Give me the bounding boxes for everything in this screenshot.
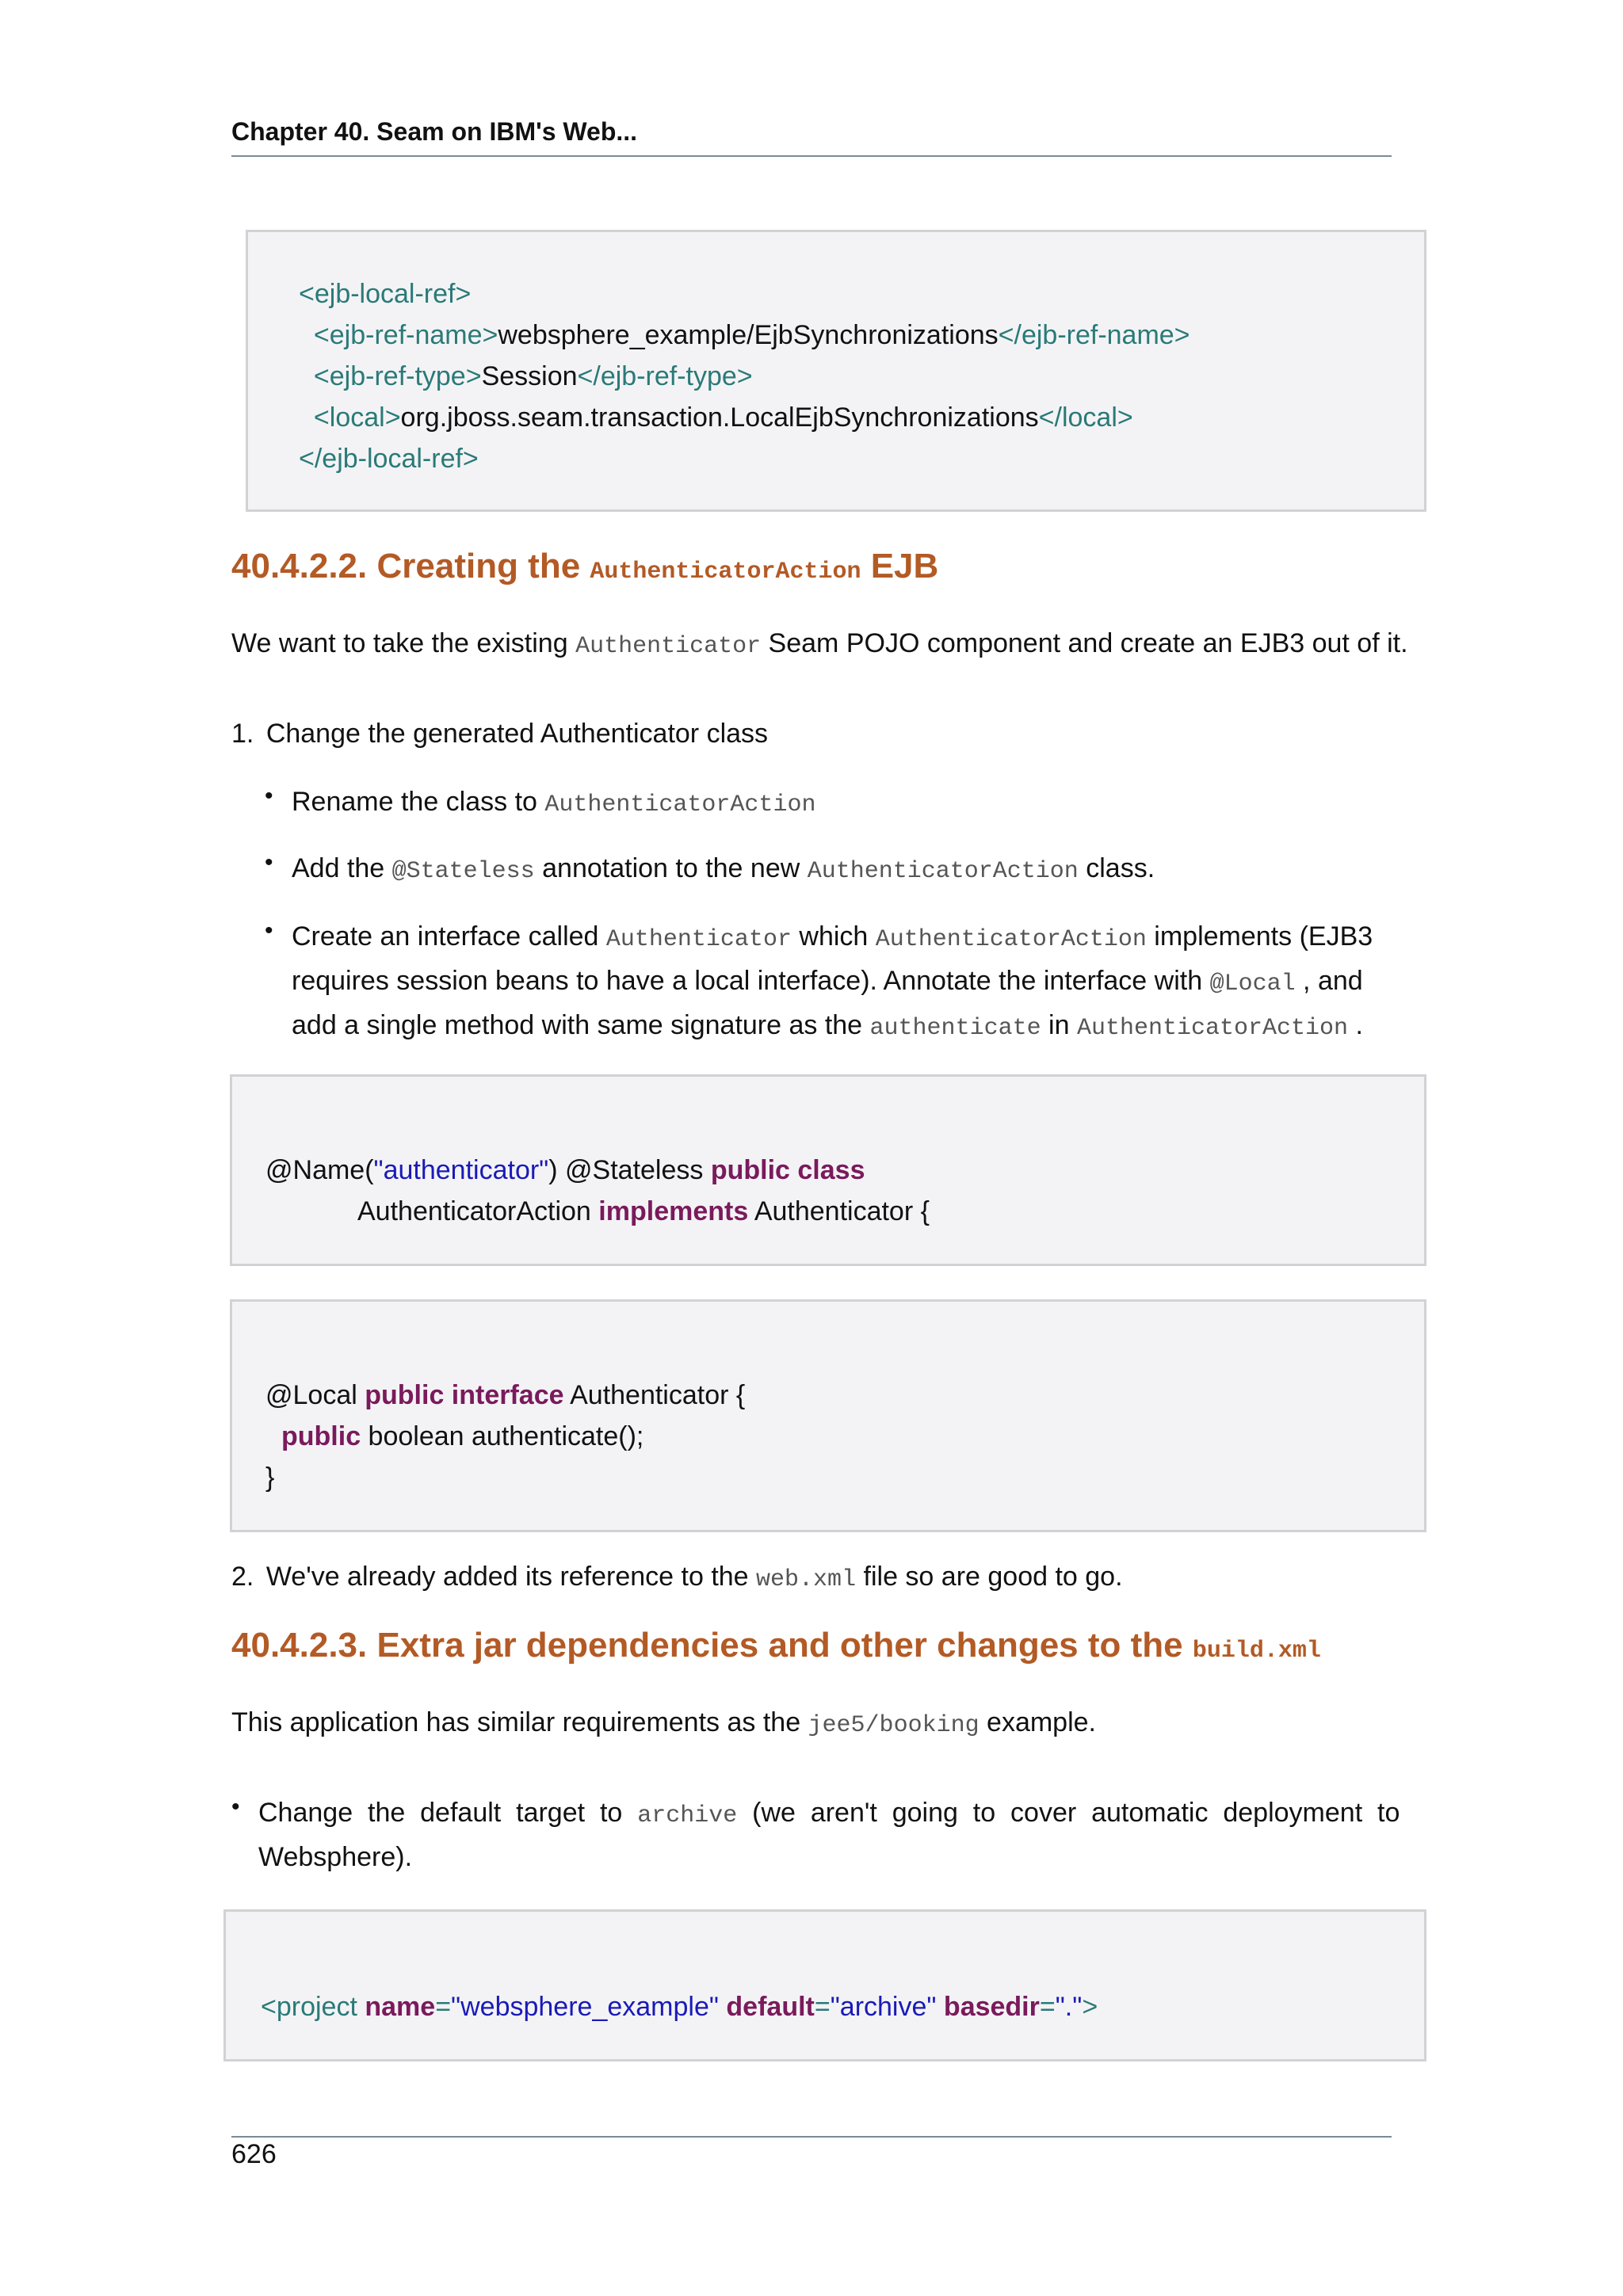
code-text: boolean authenticate(); [361, 1421, 644, 1451]
inline-code: Authenticator [575, 633, 762, 660]
text: We want to take the existing [231, 628, 576, 658]
code-text: ) @Stateless [548, 1155, 711, 1185]
xml-text: websphere_example/EjbSynchronizations [498, 320, 999, 350]
text: Seam POJO component and create an EJB3 out of it. [761, 628, 1408, 658]
bullet-icon: • [265, 783, 273, 809]
xml-tag: </ejb-local-ref> [299, 444, 479, 474]
xml-text: Session [481, 361, 578, 391]
section-intro [231, 623, 1408, 667]
code-keyword: public class [710, 1155, 865, 1185]
code-line [299, 273, 1424, 315]
code-line [265, 1416, 1424, 1457]
bullet-line [292, 916, 1401, 960]
code-text [719, 1992, 726, 2022]
xml-tag: <ejb-ref-name> [313, 320, 498, 350]
code-line [265, 1150, 1424, 1191]
page-number: 626 [231, 2139, 277, 2169]
inline-code: AuthenticatorAction [1076, 1015, 1349, 1042]
code-line [299, 397, 1424, 438]
xml-tag: <ejb-ref-type> [313, 361, 482, 391]
inline-code: @Stateless [391, 858, 535, 885]
code-block-authenticator-action [230, 1074, 1426, 1266]
step-1 [231, 713, 768, 754]
chapter-title: Chapter 40. Seam on IBM's Web... [231, 117, 638, 146]
xml-tag: <local> [313, 402, 401, 433]
step-number: 2. [231, 1562, 254, 1592]
text: requires session beans to have a local interface). Annotate the interface with [292, 966, 1210, 996]
xml-attribute: basedir [943, 1992, 1040, 2022]
xml-value: "." [1055, 1992, 1083, 2022]
bullet-line [258, 1792, 1400, 1836]
xml-text: org.jboss.seam.transaction.LocalEjbSynchronizations [400, 402, 1039, 433]
xml-tag: </ejb-ref-type> [577, 361, 753, 391]
bullet-icon: • [265, 849, 273, 875]
heading-text: 40.4.2.3. Extra jar dependencies and other changes to the [231, 1626, 1193, 1665]
step-text [266, 1562, 1123, 1592]
text: Create an interface called [292, 921, 606, 952]
text: class. [1078, 853, 1155, 883]
inline-code: jee5/booking [808, 1712, 980, 1739]
section-heading-authenticator-action [231, 547, 938, 586]
code-line [265, 1191, 1424, 1232]
bullet-rename-class [292, 781, 815, 826]
text: We've already added its reference to the [265, 1562, 757, 1592]
section-intro [231, 1702, 1096, 1746]
inline-code: AuthenticatorAction [807, 858, 1079, 885]
text: Add the [292, 853, 392, 883]
xml-tag: </ejb-ref-name> [998, 320, 1190, 350]
xml-attribute: default [726, 1992, 815, 2022]
code-text: @Local [265, 1380, 365, 1410]
text: (we aren't going to cover automatic deployment to [737, 1798, 1400, 1828]
text: implements (EJB3 [1146, 921, 1373, 952]
heading-text: EJB [861, 547, 939, 585]
text: which [791, 921, 876, 952]
heading-text: 40.4.2.2. Creating the [231, 547, 590, 585]
inline-code: @Local [1209, 971, 1296, 997]
code-text: Authenticator { [563, 1380, 746, 1410]
code-keyword: public interface [365, 1380, 564, 1410]
xml-tag: </local> [1038, 402, 1133, 433]
text: example. [979, 1707, 1096, 1737]
text: This application has similar requirements as the [231, 1707, 808, 1737]
code-block-authenticator-interface [230, 1299, 1426, 1532]
xml-tag: > [1082, 1992, 1098, 2022]
code-line [299, 315, 1424, 356]
xml-attribute: name [365, 1992, 436, 2022]
code-string: "authenticator" [373, 1155, 549, 1185]
bullet-icon: • [265, 917, 273, 944]
inline-code: web.xml [756, 1566, 857, 1593]
text: . [1348, 1010, 1363, 1040]
inline-code: archive [637, 1802, 738, 1829]
code-text [936, 1992, 943, 2022]
code-text: Authenticator { [748, 1196, 930, 1226]
bullet-icon: • [231, 1794, 240, 1820]
text: add a single method with same signature as the [292, 1010, 870, 1040]
header-rule [231, 155, 1392, 157]
xml-tag: <project [261, 1992, 365, 2022]
code-text: } [265, 1463, 275, 1493]
section-heading-extra-jar-dependencies [231, 1626, 1321, 1665]
xml-tag: = [435, 1992, 452, 2022]
xml-value: "archive" [830, 1992, 937, 2022]
inline-code: AuthenticatorAction [544, 791, 816, 818]
inline-code: authenticate [869, 1015, 1041, 1042]
code-line [299, 356, 1424, 397]
inline-code: Authenticator [605, 926, 792, 953]
bullet-create-interface [292, 916, 1401, 1049]
text: , and [1295, 966, 1363, 996]
inline-code: AuthenticatorAction [875, 926, 1147, 953]
text: in [1041, 1010, 1077, 1040]
code-block-project [223, 1909, 1426, 2061]
bullet-line [292, 1005, 1401, 1049]
heading-code: AuthenticatorAction [590, 559, 861, 585]
code-text: @Name( [265, 1155, 374, 1185]
text: Change the default target to [258, 1798, 638, 1828]
text: Rename the class to [292, 787, 545, 817]
code-keyword: implements [598, 1196, 749, 1226]
text: file so are good to go. [856, 1562, 1123, 1592]
xml-tag: = [1039, 1992, 1056, 2022]
code-text: AuthenticatorAction [357, 1196, 599, 1226]
heading-code: build.xml [1192, 1638, 1321, 1665]
bullet-line [292, 960, 1401, 1005]
step-2 [231, 1556, 1123, 1600]
step-text: Change the generated Authenticator class [265, 719, 769, 749]
bullet-change-default-target [258, 1792, 1400, 1878]
bullet-line: Websphere). [258, 1842, 413, 1872]
xml-tag: = [814, 1992, 831, 2022]
xml-tag: <ejb-local-ref> [299, 279, 472, 309]
code-line [265, 1457, 1424, 1498]
xml-value: "websphere_example" [451, 1992, 719, 2022]
code-keyword: public [281, 1421, 361, 1451]
code-line [261, 1986, 1424, 2027]
code-line [299, 438, 1424, 479]
step-number: 1. [231, 719, 254, 749]
footer-rule [231, 2136, 1392, 2138]
text: annotation to the new [534, 853, 808, 883]
code-line [265, 1375, 1424, 1416]
bullet-add-stateless [292, 848, 1155, 892]
code-block-ejb-local-ref [246, 230, 1426, 512]
